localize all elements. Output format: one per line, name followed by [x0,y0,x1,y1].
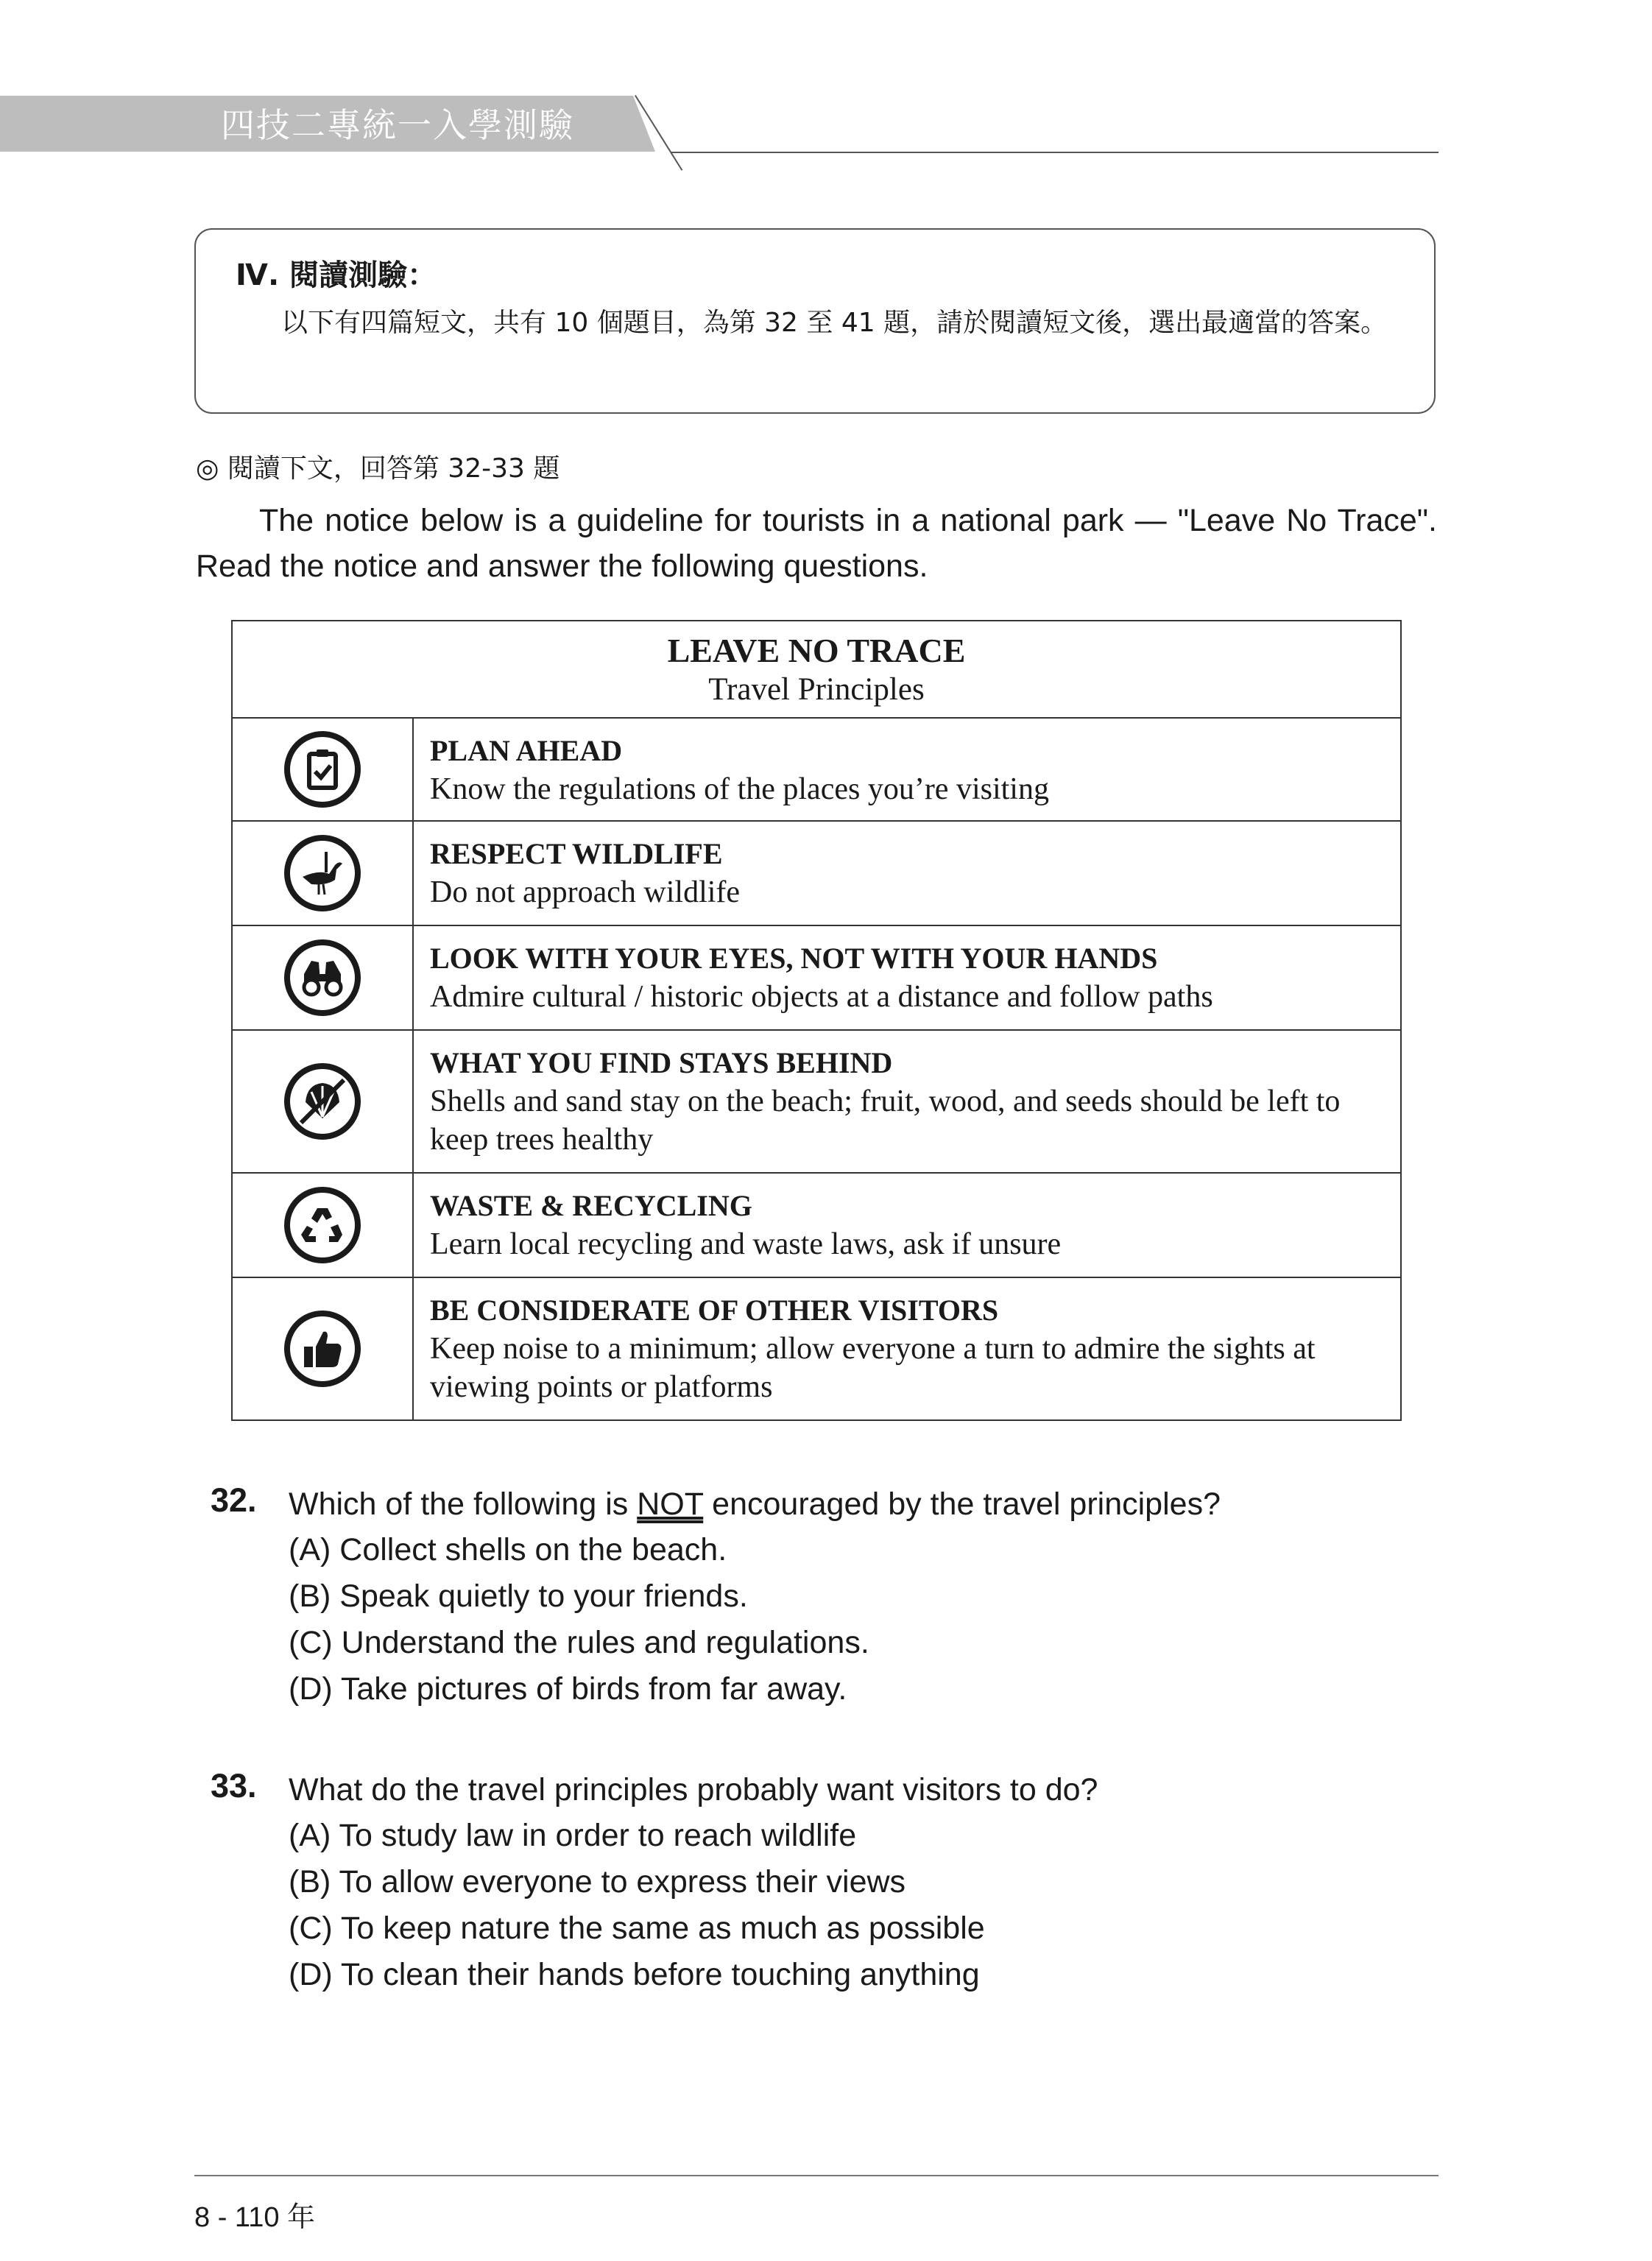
answer-option-b[interactable]: (B) To allow everyone to express their views [289,1864,906,1900]
header-title: 四技二專統一入學測驗 [221,105,574,145]
clipboard-check-icon [284,731,361,808]
recycle-icon [284,1187,361,1263]
footer-rule [194,2175,1439,2176]
row-title: PLAN AHEAD [430,734,623,767]
question-number: 33. [211,1767,257,1805]
row-title: WASTE & RECYCLING [430,1189,752,1222]
instructions-box [194,228,1436,414]
header-rule [671,152,1439,153]
stem-emphasis: NOT [637,1486,704,1522]
answer-options [289,1813,985,1998]
notice-row [232,718,1401,821]
row-description: Learn local recycling and waste laws, ask if unsure [430,1227,1062,1261]
stem-text: encouraged by the travel principles? [703,1486,1221,1522]
notice-row [232,1277,1401,1420]
row-description: Keep noise to a minimum; allow everyone a turn to admire the sights at viewing points or platforms [430,1332,1316,1404]
notice-row [232,1030,1401,1173]
notice-row [232,1173,1401,1277]
row-title: LOOK WITH YOUR EYES, NOT WITH YOUR HANDS [430,942,1158,975]
answer-option-a[interactable]: (A) Collect shells on the beach. [289,1532,727,1567]
row-description: Do not approach wildlife [430,875,741,909]
passage-intro: The notice below is a guideline for tourists in a national park — "Leave No Trace". Read the notice and answer the following questions. [196,503,1437,584]
answer-option-a[interactable]: (A) To study law in order to reach wildlife [289,1818,857,1853]
leave-no-trace-notice [231,620,1402,1421]
thumbs-up-icon [284,1311,361,1387]
answer-option-b[interactable]: (B) Speak quietly to your friends. [289,1579,748,1614]
row-description: Shells and sand stay on the beach; fruit, wood, and seeds should be left to keep trees healthy [430,1084,1341,1157]
row-description: Admire cultural / historic objects at a distance and follow paths [430,980,1213,1014]
answer-option-d[interactable]: (D) To clean their hands before touching anything [289,1957,980,1992]
no-shell-icon [284,1063,361,1140]
answer-option-c[interactable]: (C) Understand the rules and regulations. [289,1625,869,1660]
stem-text: Which of the following is [289,1486,638,1522]
page-number: 8 - 110 年 [194,2202,316,2233]
instructions-title: Ⅳ. 閱讀測驗： [236,258,437,292]
answer-option-c[interactable]: (C) To keep nature the same as much as possible [289,1911,985,1946]
answer-options [289,1527,869,1712]
answer-option-d[interactable]: (D) Take pictures of birds from far away. [289,1671,847,1707]
question-number: 32. [211,1481,257,1519]
notice-header [232,621,1401,718]
question-stem: What do the travel principles probably want visitors to do? [289,1772,1098,1807]
heron-bird-icon [284,835,361,911]
row-title: RESPECT WILDLIFE [430,837,723,870]
row-description: Know the regulations of the places you’re visiting [430,772,1049,806]
notice-row [232,925,1401,1030]
section-note: ◎ 閱讀下文，回答第 32-33 題 [196,454,560,484]
notice-subtitle: Travel Principles [708,672,925,707]
row-title: BE CONSIDERATE OF OTHER VISITORS [430,1294,999,1327]
notice-row [232,821,1401,925]
question-stem [289,1481,1221,1527]
binoculars-icon [284,939,361,1016]
notice-title: LEAVE NO TRACE [667,632,966,669]
row-title: WHAT YOU FIND STAYS BEHIND [430,1046,893,1079]
instructions-text: 以下有四篇短文，共有 10 個題目，為第 32 至 41 題，請於閱讀短文後，選出最適當的答案。 [281,308,1388,338]
